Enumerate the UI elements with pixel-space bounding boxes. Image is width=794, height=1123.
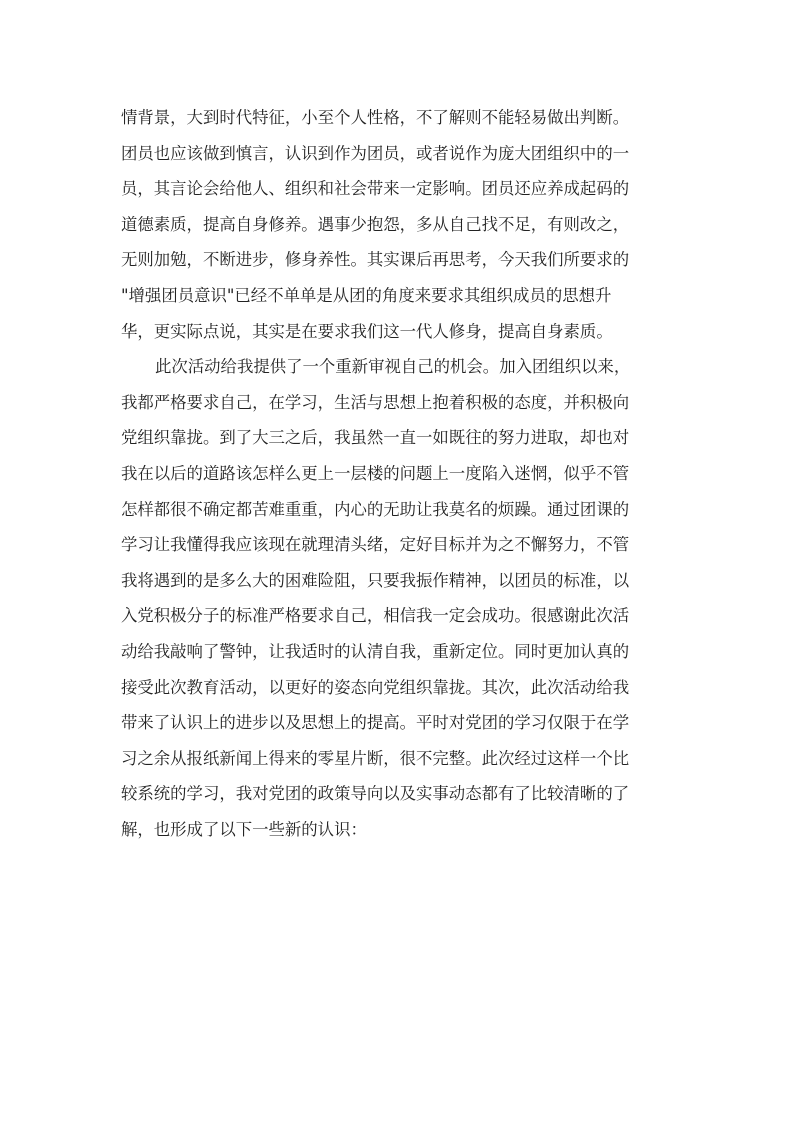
text-line: 接受此次教育活动，以更好的姿态向党组织靠拢。其次，此次活动给我 — [121, 677, 630, 697]
text-line: 华，更实际点说，其实是在要求我们这一代人修身，提高自身素质。 — [121, 321, 613, 341]
text-line: 动给我敲响了警钟，让我适时的认清自我，重新定位。同时更加认真的 — [121, 641, 630, 661]
text-line: 我将遇到的是多么大的困难险阻，只要我振作精神，以团员的标准，以 — [121, 570, 630, 590]
text-line: 无则加勉，不断进步，修身养性。其实课后再思考，今天我们所要求的 — [121, 250, 630, 270]
text-line: 我在以后的道路该怎样么更上一层楼的问题上一度陷入迷惘，似乎不管 — [121, 463, 630, 483]
text-line: 习之余从报纸新闻上得来的零星片断，很不完整。此次经过这样一个比 — [121, 748, 630, 768]
text-line: 入党积极分子的标准严格要求自己，相信我一定会成功。很感谢此次活 — [121, 606, 630, 626]
text-line: 情背景，大到时代特征，小至个人性格，不了解则不能轻易做出判断。 — [121, 108, 630, 127]
text-line: 员，其言论会给他人、组织和社会带来一定影响。团员还应养成起码的 — [121, 179, 630, 199]
text-line: "增强团员意识"已经不单单是从团的角度来要求其组织成员的思想升 — [121, 285, 612, 305]
text-line: 带来了认识上的进步以及思想上的提高。平时对党团的学习仅限于在学 — [121, 713, 630, 733]
text-line: 解，也形成了以下一些新的认识： — [121, 819, 367, 839]
body-text — [121, 100, 681, 847]
text-line: 党组织靠拢。到了大三之后，我虽然一直一如既往的努力进取，却也对 — [121, 428, 630, 448]
text-line: 较系统的学习，我对党团的政策导向以及实事动态都有了比较清晰的了 — [121, 784, 630, 804]
text-line: 怎样都很不确定都苦难重重，内心的无助让我莫名的烦躁。通过团课的 — [121, 499, 630, 519]
paragraph-start-line: 此次活动给我提供了一个重新审视自己的机会。加入团组织以来， — [155, 357, 631, 377]
text-line: 道德素质，提高自身修养。遇事少抱怨，多从自己找不足，有则改之， — [121, 214, 630, 234]
text-line: 学习让我懂得我应该现在就理清头绪，定好目标并为之不懈努力，不管 — [121, 535, 630, 555]
text-line: 团员也应该做到慎言，认识到作为团员，或者说作为庞大团组织中的一 — [121, 143, 630, 163]
text-line: 我都严格要求自己，在学习，生活与思想上抱着积极的态度，并积极向 — [121, 392, 630, 412]
